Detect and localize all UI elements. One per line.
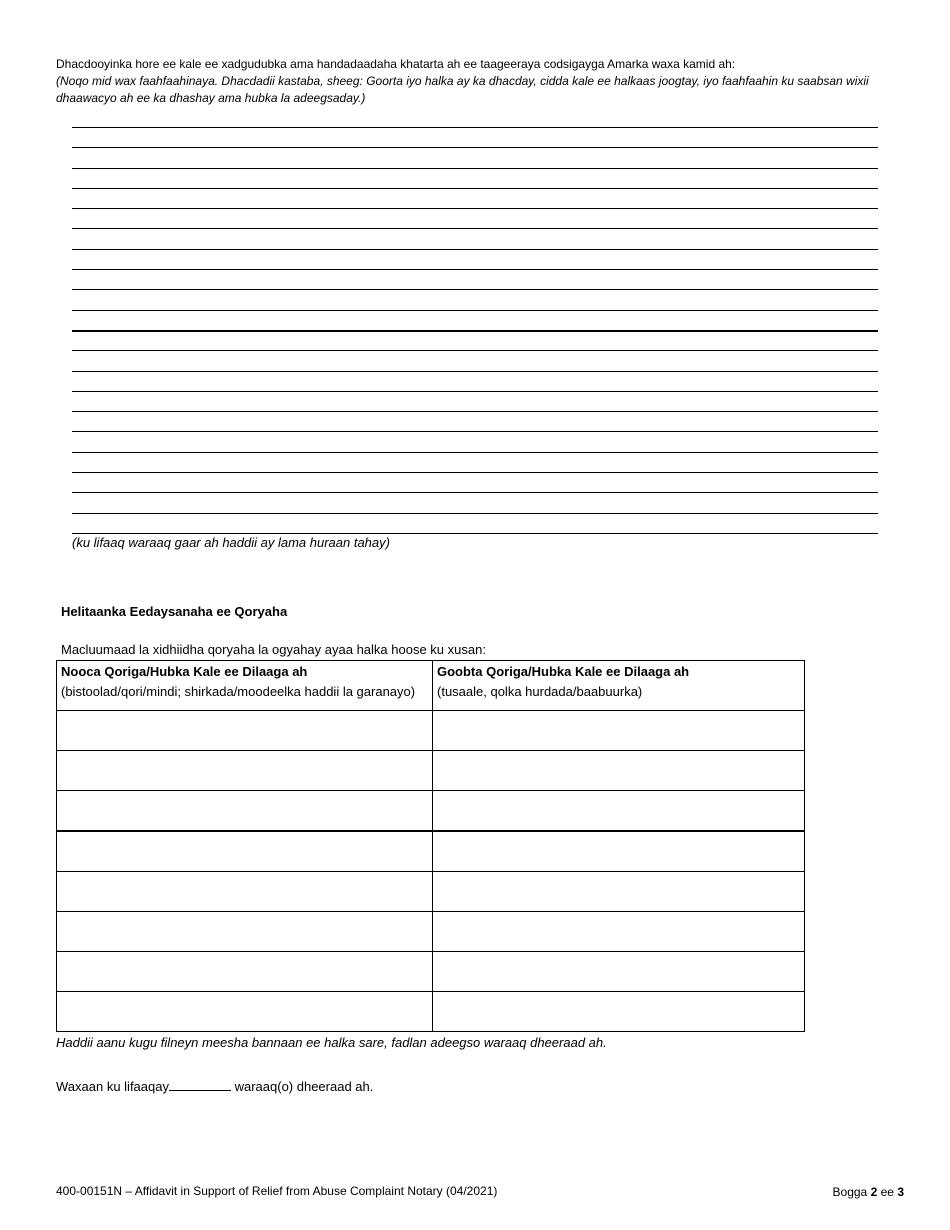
writing-line[interactable]	[72, 208, 878, 209]
page-of: ee	[880, 1185, 894, 1199]
weapon-type-cell[interactable]	[57, 751, 433, 791]
intro-instructions: (Noqo mid wax faahfaahinaya. Dhacdadii kastaba, sheeg: Goorta iyo halka ay ka dhacday, cidda kale ee halkaas joogtay, iyo faahfaahin ku saabsan wixii dhaawacyo ah ee ka dhashay ama hubka la adeegsaday.)	[56, 74, 869, 105]
attached-suffix: waraaq(o) dheeraad ah.	[234, 1079, 374, 1094]
weapon-location-cell[interactable]	[433, 711, 805, 751]
weapon-location-cell[interactable]	[433, 952, 805, 992]
footer-form-id: 400-00151N – Affidavit in Support of Relief from Abuse Complaint Notary (04/2021)	[56, 1184, 498, 1198]
column-header-weapon-type	[57, 661, 433, 711]
table-row	[57, 711, 805, 751]
weapon-type-cell[interactable]	[57, 952, 433, 992]
writing-line[interactable]	[72, 371, 878, 372]
table-intro: Macluumaad la xidhiidha qoryaha la ogyahay ayaa halka hoose ku xusan:	[61, 642, 486, 657]
writing-line[interactable]	[72, 513, 878, 514]
writing-line[interactable]	[72, 472, 878, 473]
weapon-type-cell[interactable]	[57, 791, 433, 832]
table-note: Haddii aanu kugu filneyn meesha bannaan ee halka sare, fadlan adeegso waraaq dheeraad ah.	[56, 1035, 607, 1050]
writing-line[interactable]	[72, 533, 878, 534]
weapon-location-cell[interactable]	[433, 992, 805, 1032]
writing-line[interactable]	[72, 147, 878, 148]
writing-line[interactable]	[72, 310, 878, 311]
table-row	[57, 831, 805, 872]
section-title: Helitaanka Eedaysanaha ee Qoryaha	[61, 604, 288, 619]
column-subheading: (bistoolad/qori/mindi; shirkada/moodeelka haddii la garanayo)	[61, 684, 416, 699]
column-header-weapon-location	[433, 661, 805, 711]
writing-line[interactable]	[72, 188, 878, 189]
weapon-type-cell[interactable]	[57, 992, 433, 1032]
writing-line[interactable]	[72, 228, 878, 229]
writing-line[interactable]	[72, 289, 878, 290]
weapon-type-cell[interactable]	[57, 831, 433, 872]
intro-block	[56, 56, 906, 107]
column-subheading: (tusaale, qolka hurdada/baabuurka)	[437, 684, 643, 699]
writing-line[interactable]	[72, 492, 878, 493]
table-row	[57, 791, 805, 832]
writing-line[interactable]	[72, 411, 878, 412]
weapon-type-cell[interactable]	[57, 912, 433, 952]
attached-pages-line	[56, 1078, 373, 1094]
table-row	[57, 992, 805, 1032]
table-row	[57, 751, 805, 791]
weapon-location-cell[interactable]	[433, 791, 805, 832]
page-total: 3	[897, 1185, 904, 1199]
writing-line[interactable]	[72, 330, 878, 332]
weapon-type-cell[interactable]	[57, 711, 433, 751]
attached-pages-count-field[interactable]	[169, 1078, 231, 1091]
column-heading: Goobta Qoriga/Hubka Kale ee Dilaaga ah	[437, 664, 690, 679]
writing-line[interactable]	[72, 452, 878, 453]
table-header-row	[57, 661, 805, 711]
writing-line[interactable]	[72, 269, 878, 270]
attach-note: (ku lifaaq waraaq gaar ah haddii ay lama huraan tahay)	[72, 535, 390, 550]
weapon-location-cell[interactable]	[433, 831, 805, 872]
weapon-location-cell[interactable]	[433, 912, 805, 952]
writing-line[interactable]	[72, 431, 878, 432]
writing-line[interactable]	[72, 249, 878, 250]
page-current: 2	[870, 1185, 878, 1199]
footer-page-number	[833, 1185, 904, 1199]
intro-question: Dhacdooyinka hore ee kale ee xadgudubka ama handadaadaha khatarta ah ee taageeraya codsigayga Amarka waxa kamid ah:	[56, 57, 736, 71]
weapon-location-cell[interactable]	[433, 751, 805, 791]
column-heading: Nooca Qoriga/Hubka Kale ee Dilaaga ah	[61, 664, 308, 679]
writing-line[interactable]	[72, 127, 878, 128]
attached-prefix: Waxaan ku lifaaqay	[56, 1079, 169, 1094]
weapons-table	[56, 660, 805, 1032]
table-row	[57, 872, 805, 912]
weapon-type-cell[interactable]	[57, 872, 433, 912]
weapon-location-cell[interactable]	[433, 872, 805, 912]
writing-line[interactable]	[72, 350, 878, 351]
writing-line[interactable]	[72, 391, 878, 392]
table-row	[57, 952, 805, 992]
table-row	[57, 912, 805, 952]
page-label: Bogga	[832, 1185, 868, 1199]
writing-line[interactable]	[72, 168, 878, 169]
